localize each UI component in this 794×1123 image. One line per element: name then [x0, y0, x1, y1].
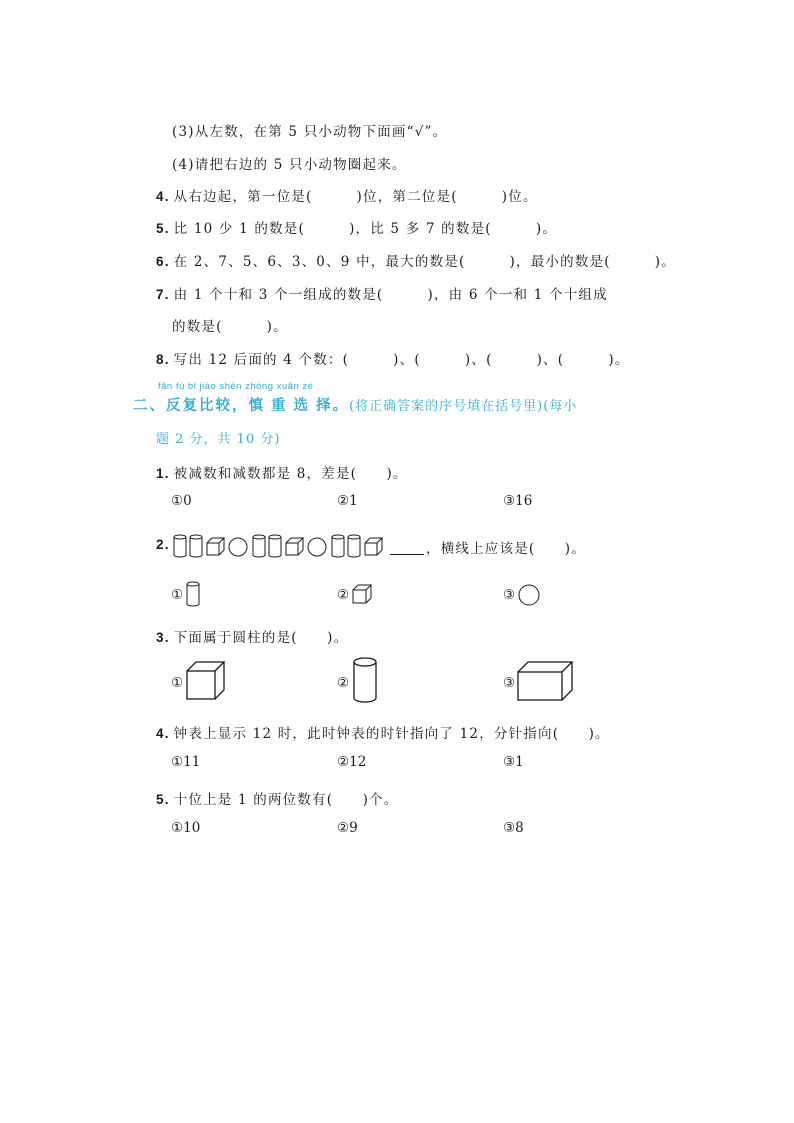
cube-icon	[207, 538, 224, 555]
question-7	[156, 283, 608, 303]
question-7-continued: 的数是( )。	[172, 319, 288, 335]
question-text: 钟表上显示 12 时，此时钟表的时针指向了 12，分针指向( )。	[173, 726, 610, 742]
sphere-icon	[308, 538, 326, 556]
section-2-heading-continued	[156, 428, 280, 447]
option-3: ③8	[503, 820, 524, 836]
cylinder-icon	[174, 535, 186, 557]
question-number: 6.	[156, 254, 170, 269]
choice-question-1	[156, 462, 408, 482]
cylinder-icon	[332, 535, 344, 557]
section-pinyin: fǎn fù bǐ jiào shèn zhòng xuǎn zé	[158, 381, 314, 392]
option-3: ③	[503, 587, 516, 603]
option-3: ③1	[503, 754, 524, 770]
question-text: 写出 12 后面的 4 个数：( )、( )、( )、( )。	[173, 352, 630, 368]
option-1: ①	[171, 587, 184, 603]
option-3: ③	[503, 675, 516, 691]
section-2-heading	[133, 394, 577, 415]
option-2: ②	[337, 675, 350, 691]
question-8	[156, 348, 630, 368]
question-text: 十位上是 1 的两位数有( )个。	[173, 792, 399, 808]
question-number: 7.	[156, 287, 170, 302]
question-number: 4.	[156, 726, 170, 741]
option-1: ①10	[171, 820, 201, 836]
option-2: ②1	[337, 493, 358, 509]
option-1: ①	[171, 675, 184, 691]
question-text: 从右边起，第一位是( )位，第二位是( )位。	[173, 189, 538, 205]
section-note: (将正确答案的序号填在括号里)(每小	[349, 399, 578, 414]
option-3: ③16	[503, 493, 533, 509]
option-1: ①11	[171, 754, 201, 770]
choice-question-3	[156, 626, 348, 646]
cube-icon	[186, 661, 226, 701]
question-number: 4.	[156, 189, 170, 204]
cylinder-icon	[190, 535, 202, 557]
section-note-2: 题 2 分，共 10 分)	[156, 432, 281, 447]
cube-icon	[352, 584, 372, 604]
cylinder-icon	[352, 657, 378, 703]
instruction-4: (4)请把右边的 5 只小动物圈起来。	[172, 157, 407, 173]
shape-sequence	[173, 534, 388, 558]
cylinder-icon	[269, 535, 281, 557]
question-number: 3.	[156, 630, 170, 645]
choice-question-4	[156, 722, 610, 742]
sphere-icon	[518, 584, 540, 606]
question-5	[156, 217, 557, 237]
question-text: 由 1 个十和 3 个一组成的数是( )，由 6 个一和 1 个十组成	[173, 287, 608, 303]
question-6	[156, 250, 676, 270]
question-number: 5.	[156, 221, 170, 236]
question-4	[156, 185, 538, 205]
section-title: 二、反复比较，慎 重 选 择。	[133, 398, 350, 414]
question-number: 2.	[156, 537, 170, 552]
question-number: 5.	[156, 792, 170, 807]
option-2: ②	[337, 587, 350, 603]
cylinder-icon	[348, 535, 360, 557]
instruction-3: (3)从左数，在第 5 只小动物下面画“√”。	[172, 124, 448, 140]
choice-question-2-number	[156, 537, 174, 553]
choice-question-2-text	[388, 537, 586, 557]
option-2: ②12	[337, 754, 367, 770]
cube-icon	[286, 538, 303, 555]
question-text: 在 2、7、5、6、3、0、9 中，最大的数是( )，最小的数是( )。	[173, 254, 676, 270]
question-number: 8.	[156, 352, 170, 367]
cylinder-icon	[253, 535, 265, 557]
option-2: ②9	[337, 820, 358, 836]
question-text: 下面属于圆柱的是( )。	[173, 630, 349, 646]
choice-question-5	[156, 788, 398, 808]
option-1: ①0	[171, 493, 192, 509]
cube-icon	[365, 538, 382, 555]
answer-blank-line	[390, 544, 424, 555]
question-text: 比 10 少 1 的数是( )，比 5 多 7 的数是( )。	[173, 221, 558, 237]
sphere-icon	[229, 538, 247, 556]
cylinder-icon	[186, 581, 200, 607]
cuboid-icon	[517, 661, 573, 701]
question-text: 被减数和减数都是 8，差是( )。	[173, 466, 408, 482]
question-number: 1.	[156, 466, 170, 481]
question-text: ，横线上应该是( )。	[426, 541, 586, 557]
